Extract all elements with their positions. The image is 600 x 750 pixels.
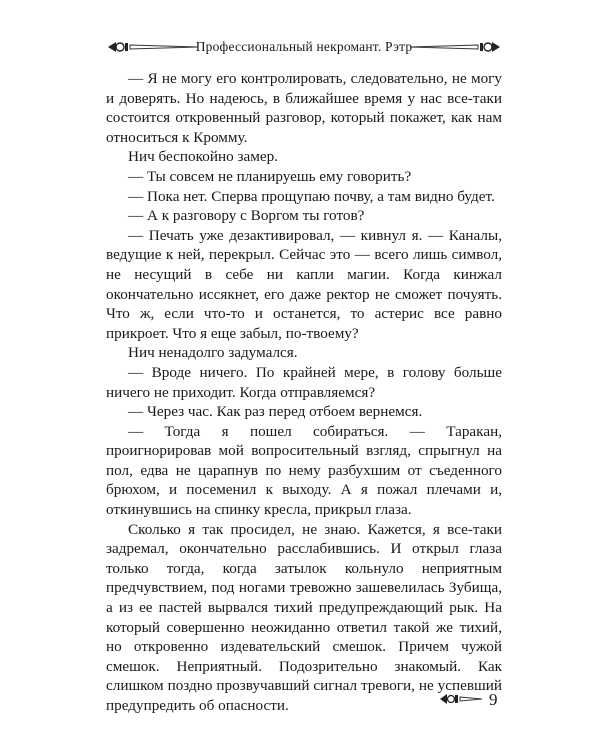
running-header <box>106 36 502 58</box>
paragraph: Нич беспокойно замер. <box>128 148 278 166</box>
paragraph: — А к разговору с Воргом ты готов? <box>128 207 365 225</box>
dagger-ornament-footer-icon <box>438 689 484 709</box>
paragraph: — Печать уже дезактивировал, — кивнул я. — Каналы, ведущие к ней, перекрыл. Сейчас это — всего лишь символ, не несущий в себе ни капли магии. Когда кинжал окончательно иссякнет, его даже ректор не сможет почуять. Что ж, если что-то и останется, то астерис все равно прикроет. Что я еще забыл, по-твоему? <box>106 226 502 342</box>
paragraph: — Через час. Как раз перед отбоем вернемся. <box>128 403 423 421</box>
paragraph: Сколько я так просидел, не знаю. Кажется, я все-таки задремал, окончательно расслабившись. И открыл глаза только тогда, когда затылок кольнуло неприятным предчувствием, под ногами тревожно зашевелилась Зубища, а из ее пастей вырвался тихий предупреждающий рык. На который совершенно неожиданно ответил такой же тихий, но откровенно издевательский смешок. Причем чужой смешок. Неприятный. Подозрительно знакомый. Как слишком поздно прозвучавший сигнал тревоги, не успевший предупредить об опасности. <box>106 520 502 714</box>
running-header-title: Профессиональный некромант. Рэтр <box>195 39 413 54</box>
dagger-ornament-right-icon <box>406 36 502 58</box>
body-text <box>106 69 502 716</box>
paragraph: — Ты совсем не планируешь ему говорить? <box>128 167 412 185</box>
paragraph: — Вроде ничего. По крайней мере, в голову больше ничего не приходит. Когда отправляемся? <box>106 363 502 401</box>
paragraph: Нич ненадолго задумался. <box>128 344 298 362</box>
page-number: 9 <box>489 690 498 709</box>
paragraph: — Тогда я пошел собираться. — Таракан, проигнорировав мой вопросительный взгляд, спрыгнул на пол, едва не царапнув по нему разбухшим от съеденного брюхом, и посеменил к выходу. А я пожал плечами и, откинувшись на спинку кресла, прикрыл глаза. <box>106 422 502 519</box>
paragraph: — Я не могу его контролировать, следовательно, не могу и доверять. Но надеюсь, в ближайшее время у нас все-таки состоится откровенный разговор, который покажет, как нам относиться к Кромму. <box>106 70 502 146</box>
paragraph: — Пока нет. Сперва прощупаю почву, а там видно будет. <box>128 187 495 205</box>
dagger-ornament-left-icon <box>106 36 202 58</box>
